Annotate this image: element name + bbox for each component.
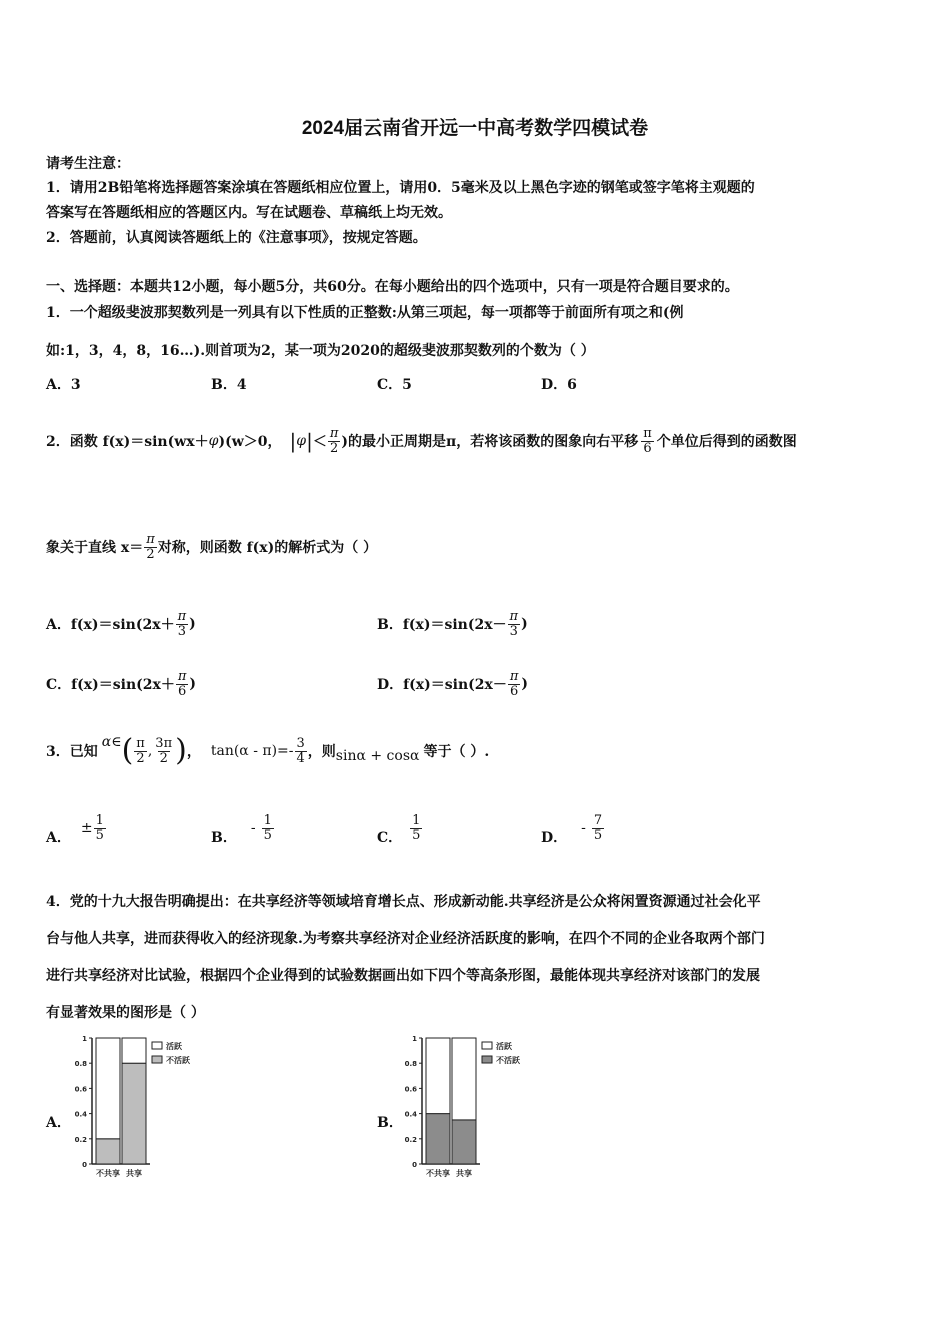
x-tick-label: 不共享 xyxy=(96,1169,120,1178)
frac-num: π xyxy=(509,608,519,624)
q3-alpha-in: α∈ xyxy=(101,734,122,750)
q3-option-c xyxy=(377,804,423,852)
q2-option-c xyxy=(46,663,196,705)
q2-option-d-close: ) xyxy=(521,676,529,692)
q3-option-d-sign: - xyxy=(581,820,586,836)
q2-text-5: 象关于直线 x＝ xyxy=(46,540,144,556)
q2-line-1 xyxy=(46,418,797,464)
q2-option-b-text: B．f(x)＝sin(2x－ xyxy=(377,617,507,633)
frac-num: π xyxy=(643,425,652,441)
q2-option-c-frac xyxy=(176,670,189,699)
q3-option-b-sign: - xyxy=(250,820,256,836)
q3-option-d-label: D． xyxy=(541,830,568,846)
q3-frac-pi-2 xyxy=(134,737,147,766)
frac-den: 5 xyxy=(95,827,104,843)
q3-option-a xyxy=(46,804,107,852)
q2-lt: ＜ xyxy=(312,434,327,450)
bar-segment xyxy=(96,1038,120,1139)
y-tick-label: 0 xyxy=(412,1161,417,1169)
y-tick-label: 0.2 xyxy=(404,1135,417,1144)
q4-line-3: 进行共享经济对比试验，根据四个企业得到的试验数据画出如下四个等高条形图，最能体现共享经济对该部门的发展 xyxy=(46,968,760,984)
q2-phi-abs: φ xyxy=(296,433,307,449)
q2-frac-pi-2 xyxy=(328,427,341,456)
abs-bar-left: | xyxy=(289,429,297,453)
frac-num: 1 xyxy=(95,812,104,828)
notice-line-1: 1．请用2B铅笔将选择题答案涂填在答题纸相应位置上，请用0．5毫米及以上黑色字迹的钢笔或签字笔将主观题的 xyxy=(46,180,755,196)
y-tick-label: 0.6 xyxy=(404,1085,417,1094)
q2-option-c-text: C．f(x)＝sin(2x＋ xyxy=(46,677,175,693)
bar-segment xyxy=(426,1114,450,1164)
notice-line-3: 2．答题前，认真阅读答题纸上的《注意事项》，按规定答题。 xyxy=(46,230,427,246)
interval-open: ( xyxy=(121,733,134,768)
legend-label: 不活跃 xyxy=(166,1056,190,1065)
q2-text-4: 个单位后得到的函数图 xyxy=(656,434,797,450)
y-tick-label: 0.8 xyxy=(74,1060,87,1069)
q2-option-c-close: ) xyxy=(189,676,197,692)
q3-text-2: ，则 xyxy=(307,744,336,760)
y-tick-label: 0.6 xyxy=(74,1085,87,1094)
q2-option-a xyxy=(46,603,196,645)
q4-line-4: 有显著效果的图形是（ ） xyxy=(46,1005,205,1021)
frac-num: 3π xyxy=(155,735,173,751)
q3-sincos: sinα + cosα xyxy=(335,748,420,764)
q2-text-3: )的最小正周期是π，若将该函数的图象向右平移 xyxy=(341,434,639,450)
q1-option-a: A．3 xyxy=(46,377,81,393)
y-tick-label: 0.4 xyxy=(74,1110,87,1119)
q3-option-b-label: B． xyxy=(211,830,237,846)
legend-swatch xyxy=(482,1042,492,1049)
q2-option-b-frac xyxy=(508,610,521,639)
q4-line-1: 4．党的十九大报告明确提出：在共享经济等领域培育增长点、形成新动能.共享经济是公众将闲置资源通过社会化平 xyxy=(46,894,761,910)
interval-close: ) xyxy=(175,733,187,768)
legend-label: 不活跃 xyxy=(496,1056,520,1065)
q2-phi: φ xyxy=(208,433,219,449)
notice-line-2: 答案写在答题纸相应的答题区内。写在试题卷、草稿纸上均无效。 xyxy=(46,205,452,221)
interval-comma: , xyxy=(147,743,153,759)
legend-label: 活跃 xyxy=(496,1042,512,1051)
y-tick-label: 1 xyxy=(412,1035,417,1043)
frac-num: π xyxy=(177,668,187,684)
q3-line xyxy=(46,726,489,776)
frac-den: 5 xyxy=(412,827,421,843)
q4-option-b-label: B． xyxy=(377,1115,403,1131)
q3-option-d-frac xyxy=(592,814,604,843)
chart-a xyxy=(72,1030,212,1190)
bar-segment xyxy=(452,1120,476,1164)
frac-den: 3 xyxy=(177,623,186,639)
x-tick-label: 共享 xyxy=(126,1169,142,1178)
y-tick-label: 0.8 xyxy=(404,1060,417,1069)
x-tick-label: 不共享 xyxy=(426,1169,450,1178)
frac-den: 2 xyxy=(159,750,168,766)
q3-option-a-label: A． xyxy=(46,830,71,846)
legend-swatch xyxy=(152,1056,162,1063)
frac-num: 1 xyxy=(412,812,421,828)
frac-den: 5 xyxy=(263,827,272,843)
q3-option-b xyxy=(211,804,275,852)
q4-line-2: 台与他人共享，进而获得收入的经济现象.为考察共享经济对企业经济活跃度的影响，在四个不同的企业各取两个部门 xyxy=(46,931,765,947)
frac-den: 4 xyxy=(296,750,305,766)
q2-text-2: )(w＞0， xyxy=(218,434,282,450)
frac-num: π xyxy=(509,668,519,684)
q2-text-6: 对称，则函数 f(x)的解析式为（ ） xyxy=(157,540,378,556)
q2-option-b-close: ) xyxy=(521,616,528,632)
q3-option-a-frac xyxy=(94,814,106,843)
q2-option-d-frac xyxy=(508,670,521,699)
frac-den: 6 xyxy=(177,683,187,699)
y-tick-label: 0.2 xyxy=(74,1135,87,1144)
frac-den: 6 xyxy=(509,683,519,699)
chart-b xyxy=(402,1030,542,1190)
q1-option-b: B．4 xyxy=(211,377,247,393)
legend-swatch xyxy=(482,1056,492,1063)
frac-num: π xyxy=(136,735,145,751)
page-title: 2024届云南省开远一中高考数学四模试卷 xyxy=(301,118,649,139)
q2-option-d-text: D．f(x)＝sin(2x－ xyxy=(377,677,507,693)
frac-num: 1 xyxy=(263,812,272,828)
q1-option-d: D．6 xyxy=(541,377,577,393)
bar-segment xyxy=(96,1139,120,1164)
frac-den: 2 xyxy=(329,440,339,456)
q1-line-2: 如:1，3，4，8，16…).则首项为2，某一项为2020的超级斐波那契数列的个数为（ ） xyxy=(46,343,595,359)
y-tick-label: 1 xyxy=(82,1035,87,1043)
legend-swatch xyxy=(152,1042,162,1049)
q2-frac-pi-2b xyxy=(144,533,157,562)
q1-line-1: 1．一个超级斐波那契数列是一列具有以下性质的正整数:从第三项起，每一项都等于前面所有项之和(例 xyxy=(46,305,684,321)
frac-num: π xyxy=(146,531,155,547)
q2-frac-pi-6 xyxy=(641,427,654,456)
abs-bar-right: | xyxy=(306,429,313,453)
q2-text-1: 2．函数 f(x)＝sin(wx＋ xyxy=(46,434,209,450)
bar-segment xyxy=(122,1063,146,1164)
bar-segment xyxy=(122,1038,146,1063)
frac-num: π xyxy=(177,608,187,624)
frac-den: 2 xyxy=(146,546,155,562)
q3-frac-3pi-2 xyxy=(153,737,174,766)
frac-den: 2 xyxy=(136,750,145,766)
q3-option-c-frac xyxy=(410,814,422,843)
x-tick-label: 共享 xyxy=(456,1169,472,1178)
q3-option-b-frac xyxy=(262,814,274,843)
q2-option-a-close: ) xyxy=(189,616,196,632)
y-tick-label: 0 xyxy=(82,1161,87,1169)
q3-text-3: 等于（ ）. xyxy=(423,744,490,760)
q2-line-2 xyxy=(46,524,377,570)
q2-option-a-frac xyxy=(176,610,189,639)
notice-heading: 请考生注意： xyxy=(46,156,130,172)
section-heading: 一、选择题：本题共12小题，每小题5分，共60分。在每小题给出的四个选项中，只有一项是符合题目要求的。 xyxy=(46,279,739,295)
q4-option-a-label: A． xyxy=(46,1115,71,1131)
y-tick-label: 0.4 xyxy=(404,1110,417,1119)
frac-den: 6 xyxy=(643,440,652,456)
q3-option-a-sign: ± xyxy=(80,820,93,836)
q3-option-c-label: C． xyxy=(377,830,403,846)
q3-tan-expr: tan(α - π)=- xyxy=(210,743,294,759)
q2-option-b xyxy=(377,603,528,645)
q3-frac-3-4 xyxy=(295,737,307,766)
bar-segment xyxy=(452,1038,476,1120)
frac-den: 3 xyxy=(509,623,518,639)
bar-segment xyxy=(426,1038,450,1114)
legend-label: 活跃 xyxy=(166,1042,182,1051)
q2-option-d xyxy=(377,663,528,705)
frac-num: 7 xyxy=(593,812,603,828)
q1-option-c: C．5 xyxy=(377,377,412,393)
q3-comma: ， xyxy=(186,744,201,760)
q3-text-1: 3．已知 xyxy=(46,744,98,760)
q3-option-d xyxy=(541,804,605,852)
frac-num: 3 xyxy=(296,735,305,751)
frac-num: π xyxy=(329,425,339,441)
frac-den: 5 xyxy=(593,827,603,843)
q2-option-a-text: A．f(x)＝sin(2x＋ xyxy=(46,617,175,633)
